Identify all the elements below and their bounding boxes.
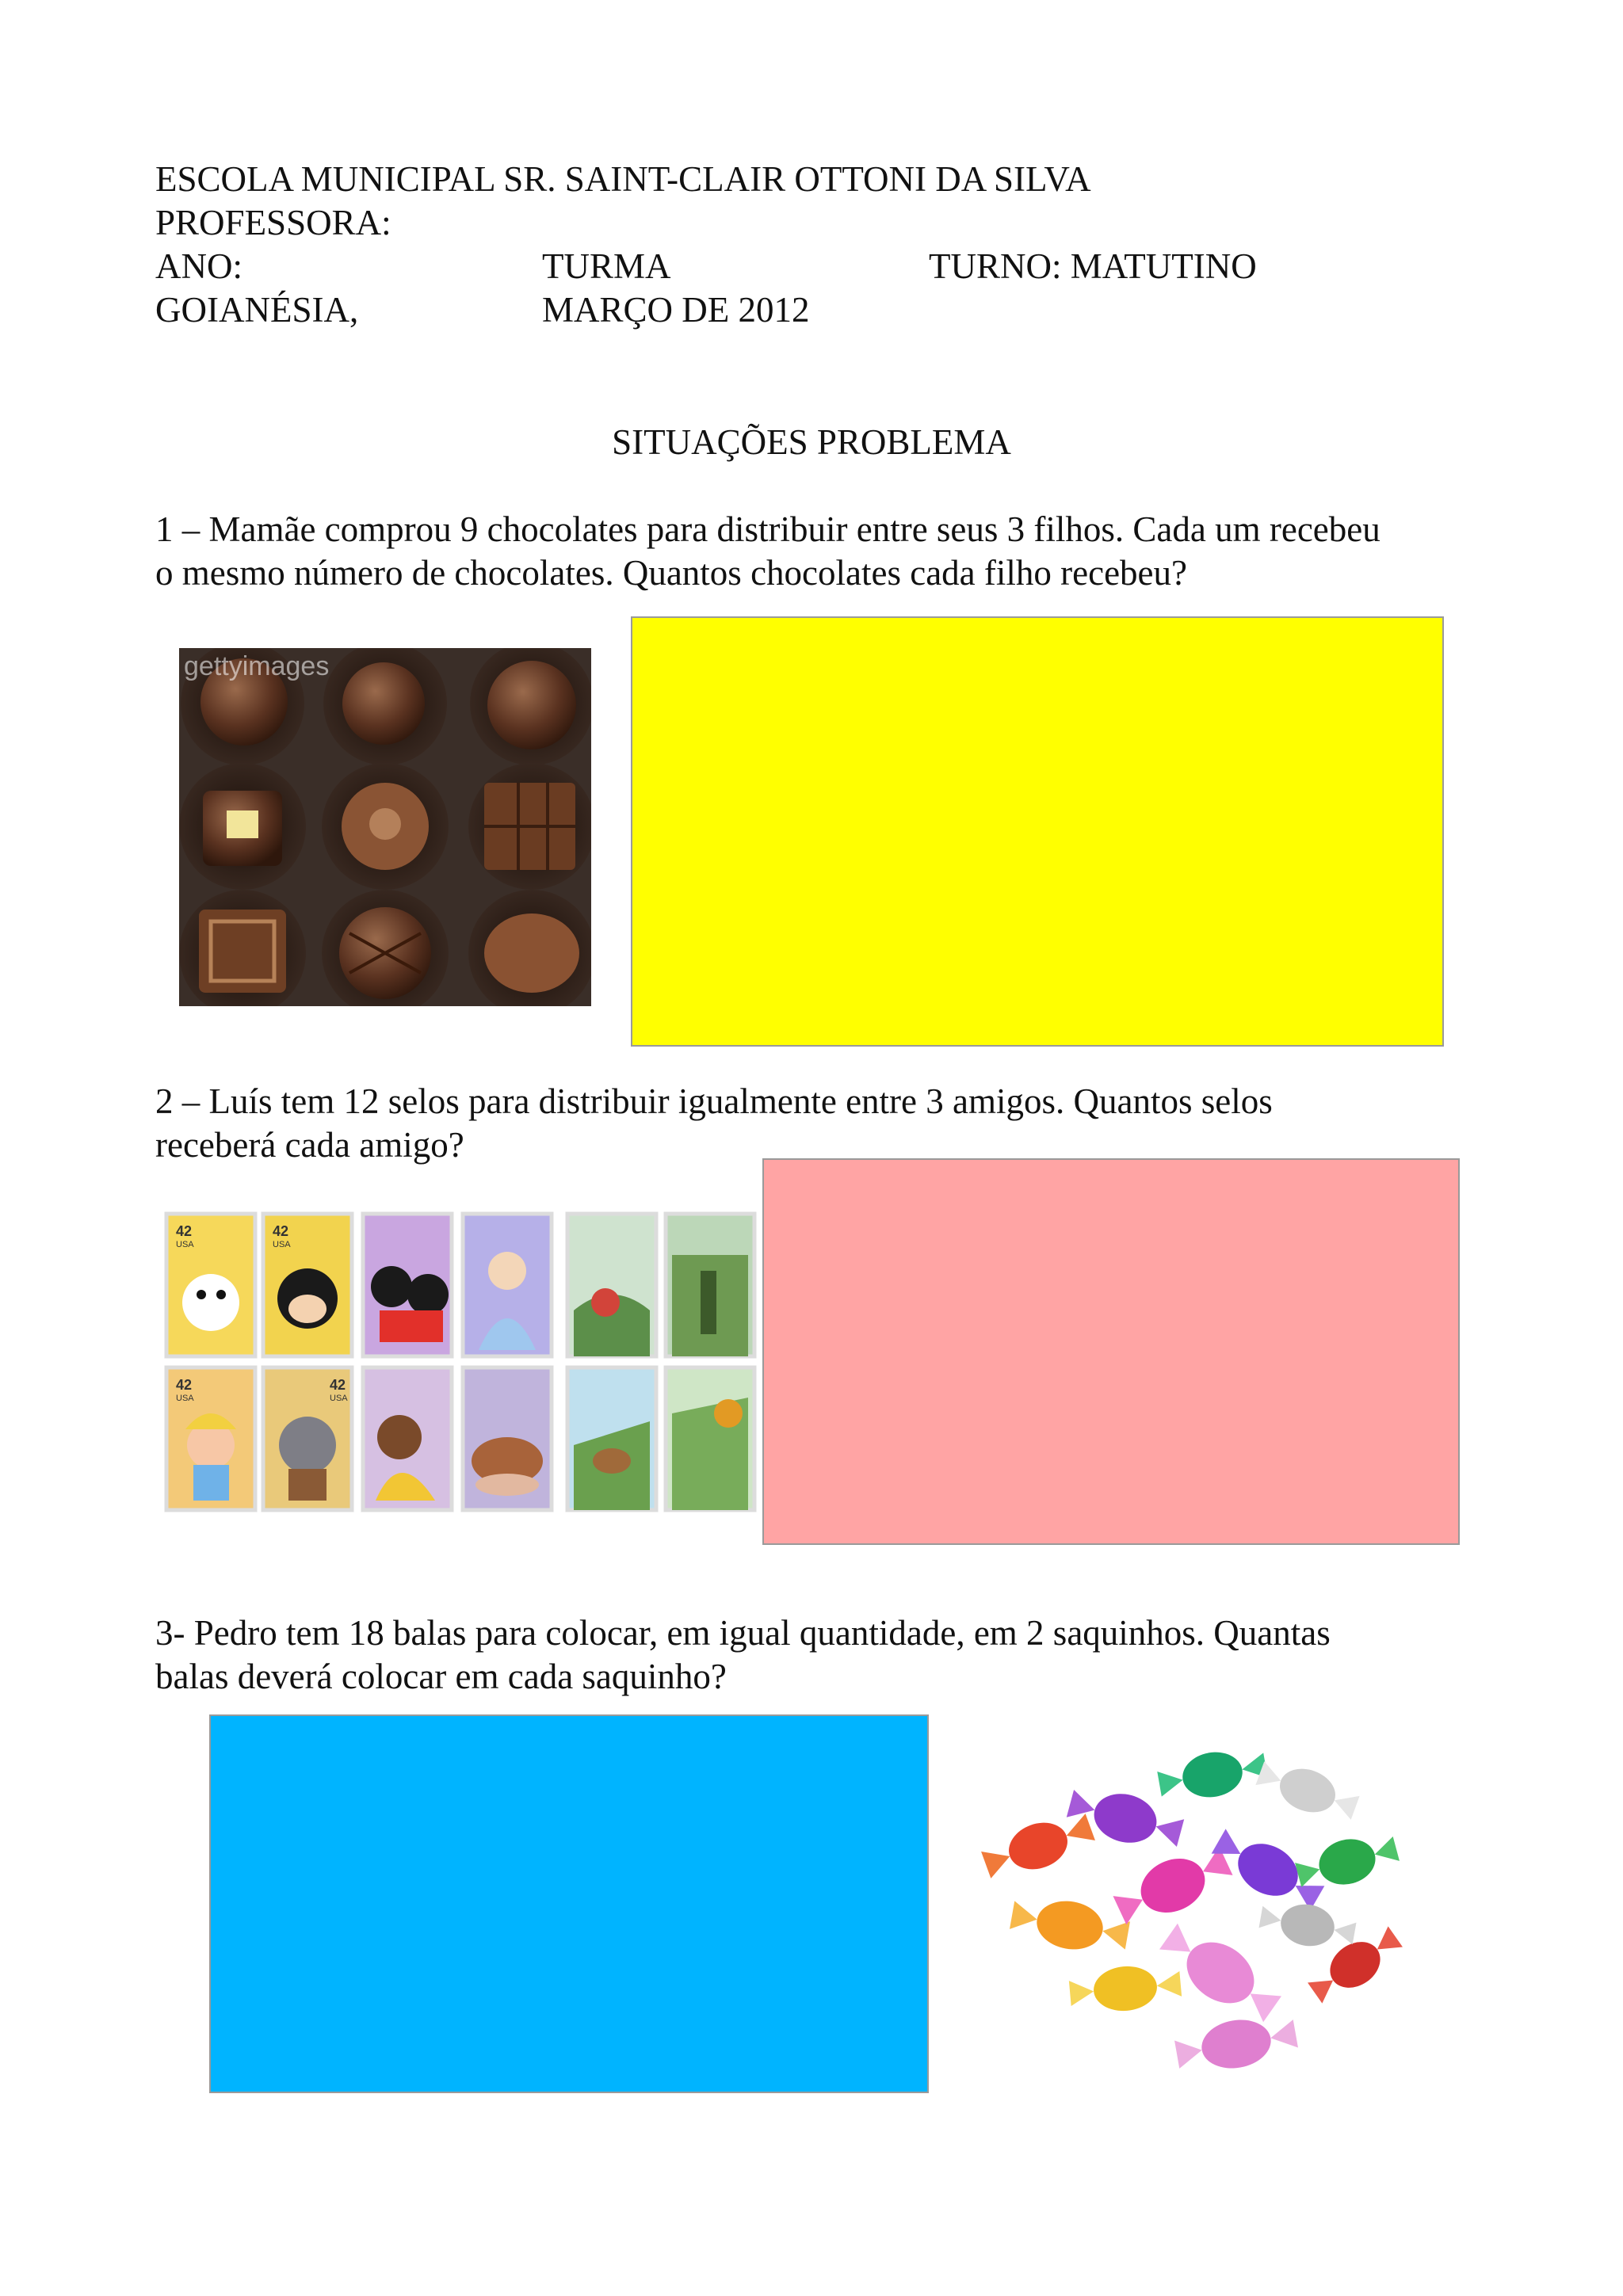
problem-1-line-1: 1 – Mamãe comprou 9 chocolates para distribuir entre seus 3 filhos. Cada um recebeu (155, 509, 1381, 549)
city-label: GOIANÉSIA, (155, 290, 359, 330)
candies-image (975, 1727, 1442, 2100)
chocolates-image (179, 648, 591, 1006)
problem-3-answer-box[interactable] (209, 1714, 929, 2093)
problem-2-answer-box[interactable] (762, 1158, 1460, 1545)
gettyimages-watermark: gettyimages (184, 651, 330, 681)
stamps-image (162, 1207, 762, 1524)
candies-icon (975, 1727, 1442, 2100)
stamp-value-4: 42 (330, 1377, 346, 1393)
stamp-country-2: USA (273, 1240, 291, 1249)
stamps-icon (162, 1207, 762, 1524)
shift-label: TURNO: MATUTINO (929, 246, 1257, 286)
problem-1-line-2: o mesmo número de chocolates. Quantos chocolates cada filho recebeu? (155, 553, 1187, 593)
class-label: TURMA (542, 246, 671, 286)
school-name: ESCOLA MUNICIPAL SR. SAINT-CLAIR OTTONI DA SILVA (155, 159, 1091, 199)
problem-2-line-1: 2 – Luís tem 12 selos para distribuir igualmente entre 3 amigos. Quantos selos (155, 1081, 1273, 1121)
stamp-value-1: 42 (176, 1223, 193, 1239)
stamp-value-3: 42 (176, 1377, 193, 1393)
problem-3-line-2: balas deverá colocar em cada saquinho? (155, 1657, 727, 1696)
stamp-country-3: USA (176, 1394, 194, 1403)
problem-1-answer-box[interactable] (631, 616, 1444, 1047)
date-label: MARÇO DE 2012 (542, 290, 810, 330)
year-label: ANO: (155, 246, 242, 286)
problem-3-line-1: 3- Pedro tem 18 balas para colocar, em igual quantidade, em 2 saquinhos. Quantas (155, 1613, 1331, 1653)
stamp-country-1: USA (176, 1240, 194, 1249)
chocolates-icon (179, 648, 591, 1006)
page-title: SITUAÇÕES PROBLEMA (612, 422, 1011, 462)
problem-2-line-2: receberá cada amigo? (155, 1125, 464, 1165)
stamp-value-2: 42 (273, 1223, 289, 1239)
stamp-country-4: USA (330, 1394, 348, 1403)
teacher-label: PROFESSORA: (155, 203, 391, 242)
